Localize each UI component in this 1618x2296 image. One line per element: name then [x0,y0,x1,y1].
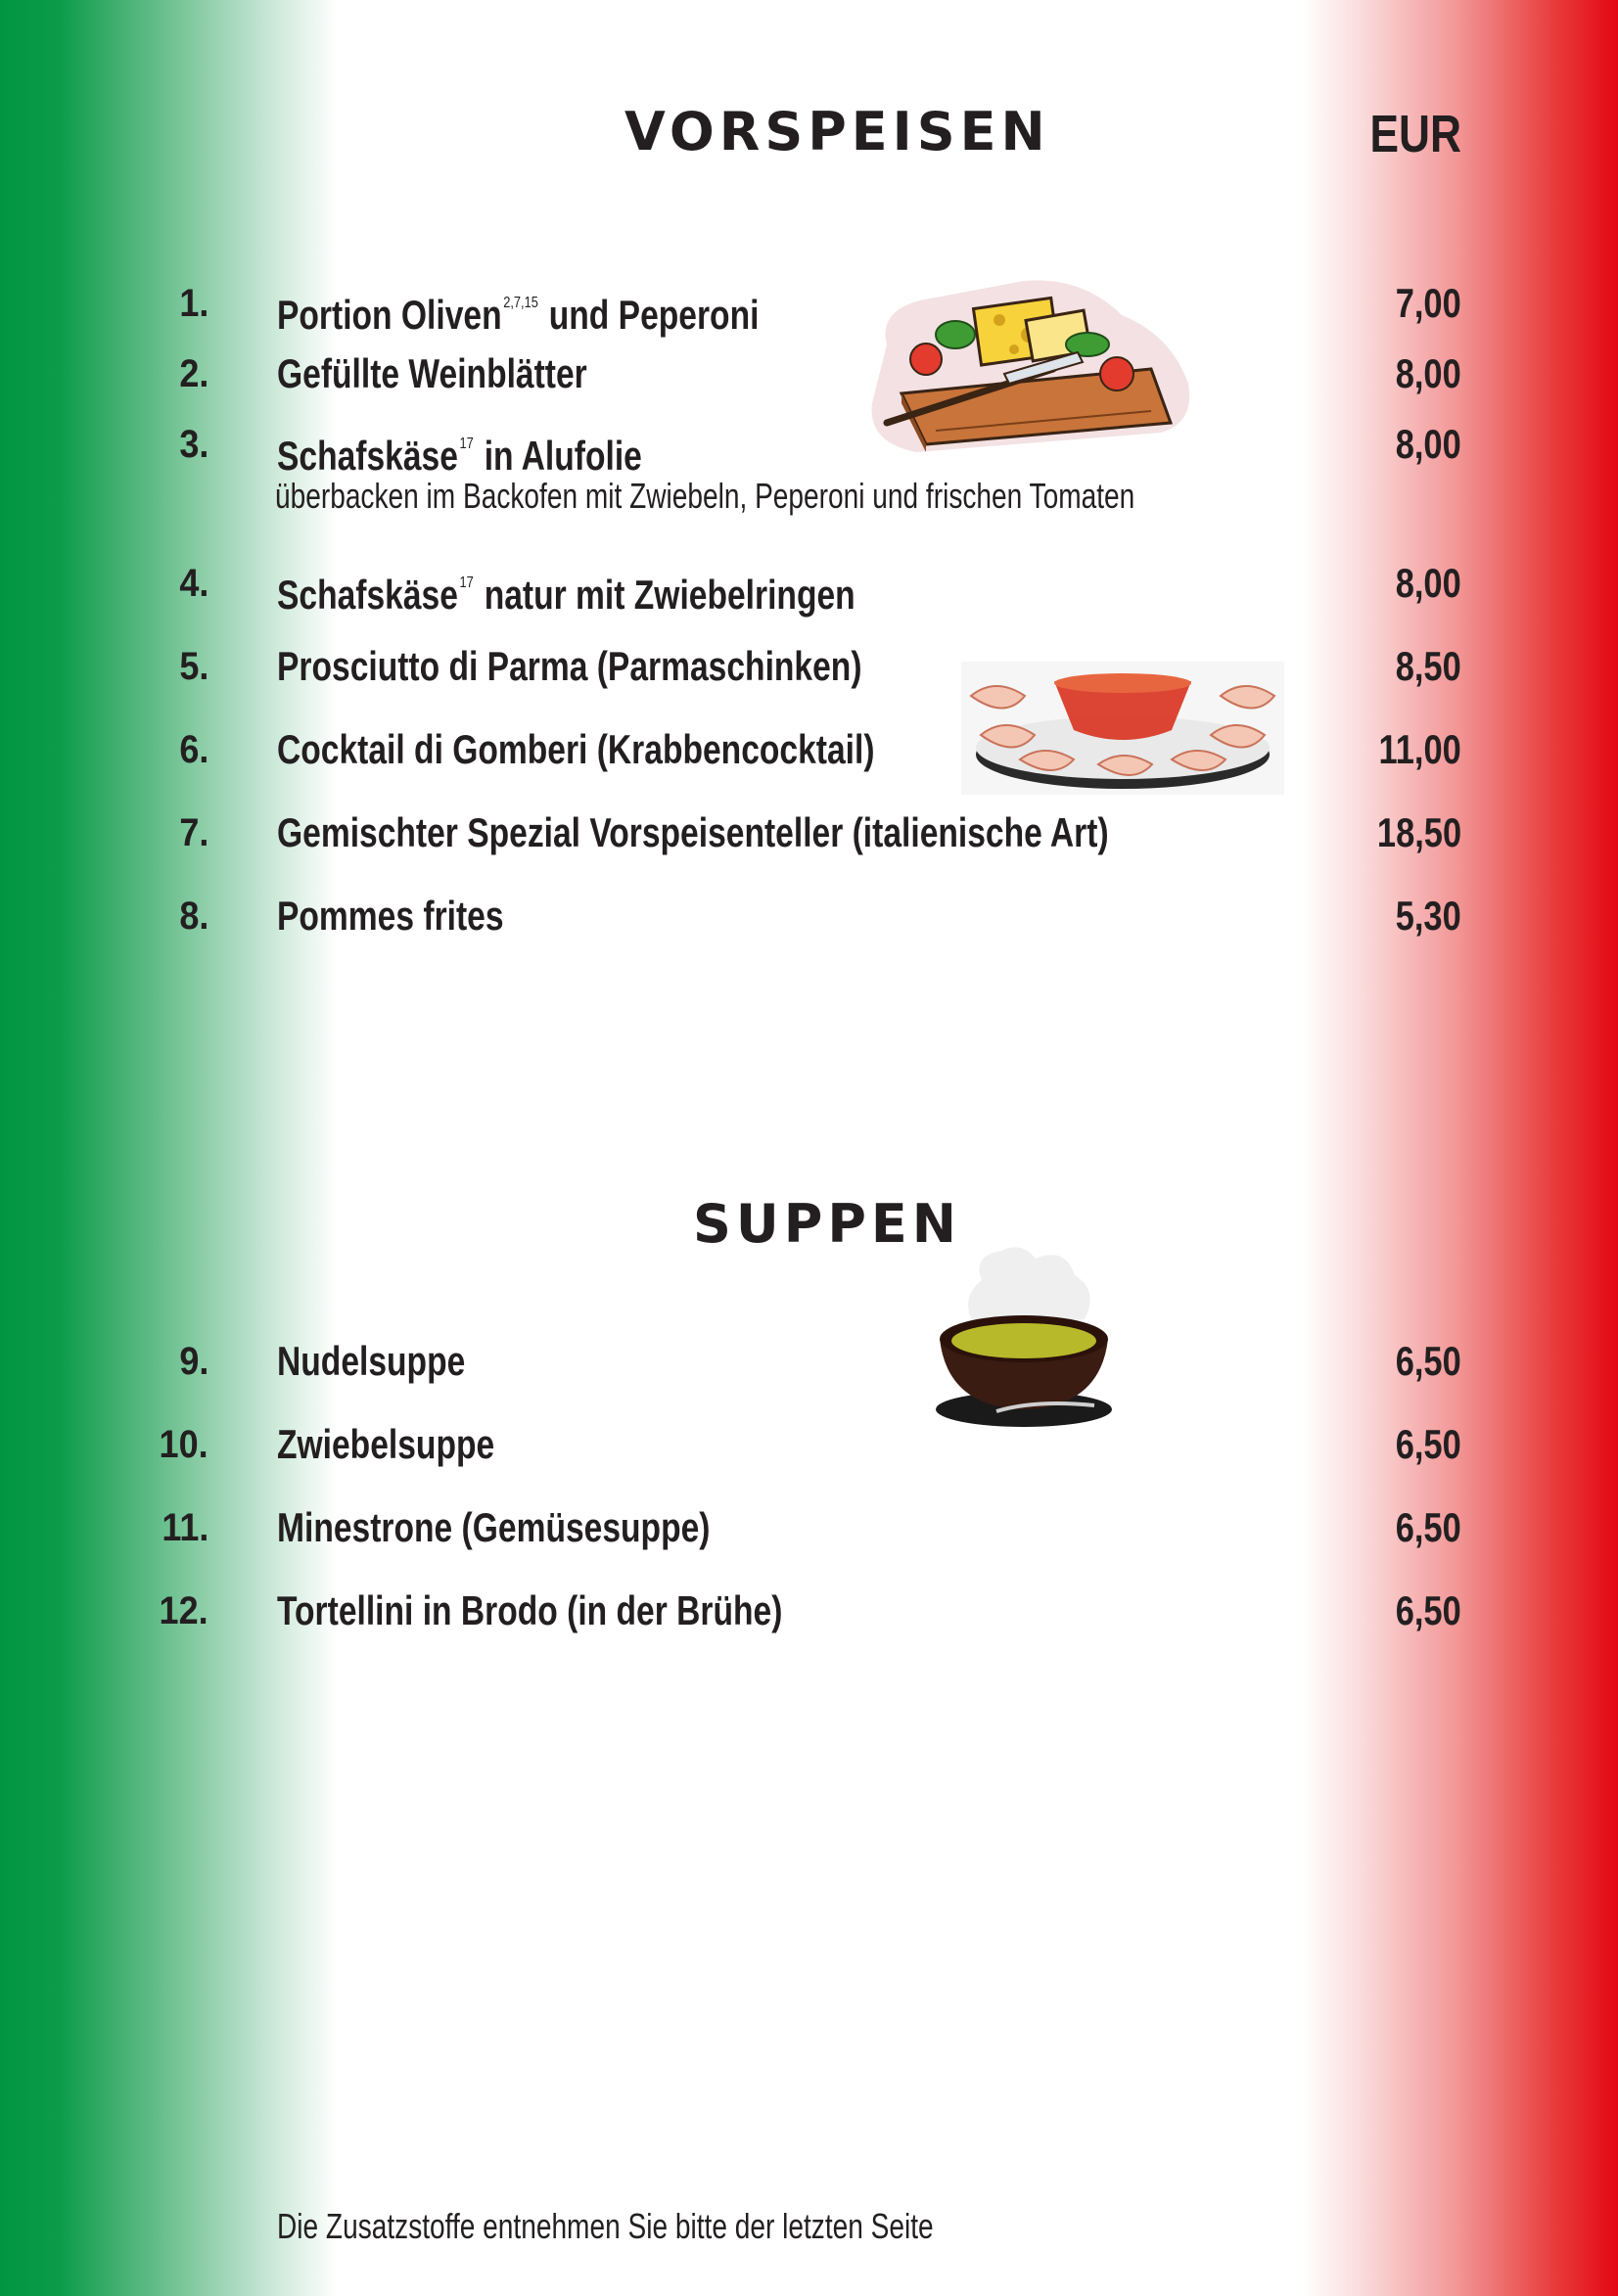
item-number: 12. [159,1589,208,1632]
item-number: 6. [178,728,208,771]
item-number: 8. [178,895,208,938]
currency-header: EUR [1369,105,1461,163]
item-price: 6,50 [1395,1587,1461,1633]
menu-item [0,720,1618,779]
item-price: 6,50 [1395,1338,1461,1384]
item-price: 8,00 [1395,350,1461,396]
cheese-board-illustration [857,276,1196,458]
footer-note: Die Zusatzstoffe entnehmen Sie bitte der letzten Seite [277,2206,934,2246]
menu-item [0,637,1618,696]
shrimp-cocktail-illustration [961,662,1284,795]
additive-note: 17 [459,436,474,452]
section-title-vorspeisen: VORSPEISEN [624,101,1050,162]
item-price: 8,00 [1395,421,1461,467]
item-number: 2. [178,352,208,395]
menu-item [0,274,1618,338]
menu-item [0,554,1618,618]
item-number: 5. [178,645,208,688]
item-name: Nudelsuppe [277,1338,466,1384]
item-price: 18,50 [1376,809,1461,855]
item-price: 8,50 [1395,643,1461,689]
item-name: Schafskäse $^{17}$ in Alufolie [277,433,642,479]
item-name: Minestrone (Gemüsesuppe) [277,1504,711,1550]
item-number: 7. [178,811,208,854]
item-name: Zwiebelsuppe [277,1421,495,1467]
item-price: 8,00 [1395,560,1461,606]
menu-item [0,804,1618,862]
item-name: Prosciutto di Parma (Parmaschinken) [277,643,862,689]
item-name: Tortellini in Brodo (in der Brühe) [277,1587,783,1633]
item-number: 10. [159,1423,208,1466]
item-number: 3. [178,423,208,466]
item-description: überbacken im Backofen mit Zwiebeln, Peperoni und frischen Tomaten [275,476,1135,516]
section-title-suppen: SUPPEN [693,1193,961,1255]
item-price: 7,00 [1395,280,1461,326]
item-name: Gemischter Spezial Vorspeisenteller (italienische Art) [277,809,1109,855]
item-name: Pommes frites [277,893,504,939]
item-name: Schafskäse $^{17}$ natur mit Zwiebelringen [277,572,855,618]
menu-item [0,344,1618,403]
item-price: 5,30 [1395,893,1461,939]
menu-item [0,415,1618,479]
item-name: Portion Oliven$^{2,7,15}$ und Peperoni [277,292,760,338]
item-number: 1. [178,282,208,325]
menu-item [0,1498,1618,1557]
menu-item [0,1332,1618,1391]
item-number: 9. [178,1340,208,1383]
item-number: 4. [178,562,208,605]
item-price: 11,00 [1378,726,1461,772]
additive-note: 17 [459,574,474,591]
additive-note: 2,7,15 [503,295,538,311]
item-name: Cocktail di Gomberi (Krabbencocktail) [277,726,875,772]
item-name: Gefüllte Weinblätter [277,350,587,396]
item-price: 6,50 [1395,1504,1461,1550]
item-number: 11. [161,1506,208,1549]
menu-item [0,887,1618,945]
menu-item [0,1582,1618,1640]
item-price: 6,50 [1395,1421,1461,1467]
menu-item [0,1415,1618,1474]
